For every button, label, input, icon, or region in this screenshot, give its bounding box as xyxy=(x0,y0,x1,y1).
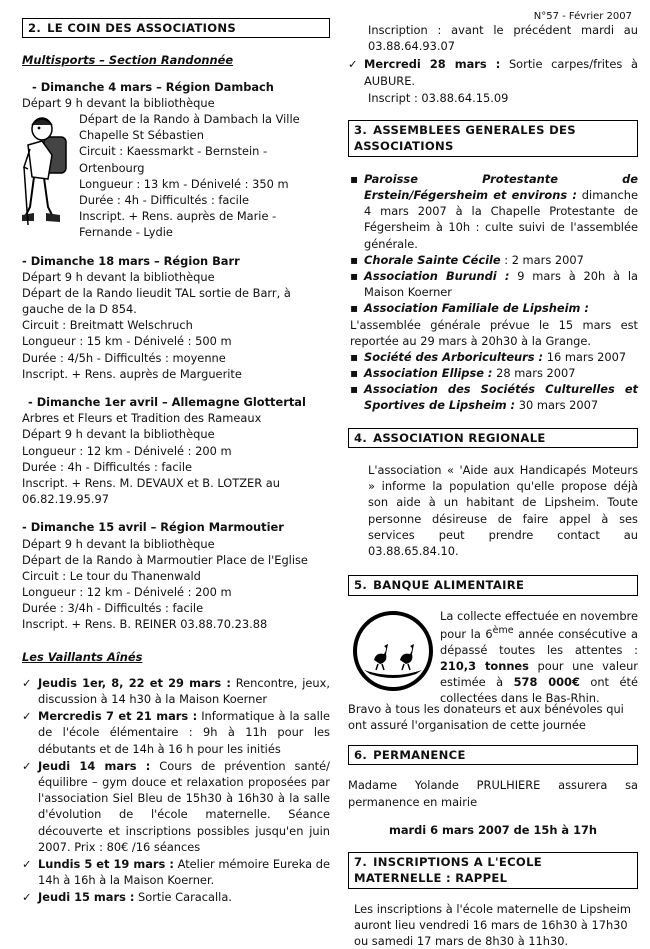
item-lead: Jeudi 14 mars : xyxy=(38,758,151,773)
section-3-header xyxy=(348,120,638,157)
item-lead: Mercredis 7 et 21 mars : xyxy=(38,709,198,724)
item-text: Informatique à la salle de l'école élémentaire : 9h à 11h pour les débutants et de 14h à 16 h pour les initiés xyxy=(38,709,330,756)
banque-text-d: ont été collectées dans le Bas-Rhin. xyxy=(440,675,638,706)
item-text: 9 mars à 20h à la Maison Koerner xyxy=(364,268,639,300)
hike-line: Durée : 4h - Difficultés : facile xyxy=(79,192,250,207)
list-item xyxy=(22,758,330,855)
permanence-text: Madame Yolande PRULHIERE assurera sa permanence en mairie xyxy=(348,778,638,809)
hike-line: Durée : 4/5h - Difficultés : moyenne xyxy=(22,350,226,365)
section-title: LE COIN DES ASSOCIATIONS xyxy=(47,21,237,35)
item-text: 28 mars 2007 xyxy=(492,366,576,381)
section-number: 3. xyxy=(354,122,368,137)
assemblees-list-2 xyxy=(348,349,638,414)
inscription-note: Inscription : avant le précédent mardi au 03.88.64.93.07 xyxy=(368,23,638,54)
hike-line: Départ de la Rando à Marmoutier Place de l'Eglise xyxy=(22,552,308,567)
hike-title: - Dimanche 1er avril – Allemagne Glottertal xyxy=(28,395,306,410)
banque-value: 578 000€ xyxy=(513,675,580,690)
hike-line: Arbres et Fleurs et Tradition des Rameaux xyxy=(22,411,262,426)
hike-line: Longueur : 12 km - Dénivelé : 200 m xyxy=(22,443,232,458)
hike-block-3 xyxy=(22,394,330,507)
section-5-header xyxy=(348,575,638,595)
item-lead: Chorale Sainte Cécile xyxy=(364,252,501,267)
list-item xyxy=(348,268,638,300)
hike-title: - Dimanche 15 avril – Région Marmoutier xyxy=(22,520,284,535)
banque-text-c: pour une valeur estimée à xyxy=(440,659,638,690)
section-number: 2. xyxy=(28,21,42,35)
banque-block xyxy=(348,608,638,707)
hike-line: Départ 9 h devant la bibliothèque xyxy=(22,269,215,284)
banque-tonnes: 210,3 tonnes xyxy=(440,659,529,674)
item-lead: Jeudis 1er, 8, 22 et 29 mars : xyxy=(38,675,231,690)
item-lead: Société des Arboriculteurs : xyxy=(364,349,544,364)
list-item xyxy=(348,252,638,268)
hike-line: Départ de la Rando lieudit TAL sortie de Barr, à gauche de la D 854. xyxy=(22,285,291,317)
hiker-illustration-icon xyxy=(22,115,74,227)
item-text: dimanche 4 mars 2007 à la Chapelle Protestante de Fégersheim à 10h : culte suivi de l'assemblée générale. xyxy=(364,188,638,251)
list-item xyxy=(348,349,638,365)
section-title: PERMANENCE xyxy=(373,747,466,762)
hike-line: Départ de la Rando à Dambach la Ville Chapelle St Sébastien xyxy=(79,112,300,143)
hike-title: - Dimanche 18 mars – Région Barr xyxy=(22,253,240,268)
item-text: Sortie carpes/frites à AUBURE. xyxy=(364,57,638,88)
list-item xyxy=(22,889,330,905)
aines-list-continued xyxy=(348,56,638,88)
item-text: Atelier mémoire Eureka de 14h à 16h à la Maison Koerner. xyxy=(38,856,330,888)
section-title: INSCRIPTIONS A L'ECOLE MATERNELLE : RAPPEL xyxy=(354,855,542,886)
hike-line: Circuit : Le tour du Thanenwald xyxy=(22,568,201,583)
hike-line: Longueur : 15 km - Dénivelé : 500 m xyxy=(22,334,232,349)
item-text: Rencontre, jeux, discussion à 14 h30 à la Maison Koerner xyxy=(38,675,330,707)
section-4-header xyxy=(348,428,638,448)
banque-thanks: Bravo à tous les donateurs et aux bénévoles qui ont assuré l'organisation de cette journée xyxy=(348,701,624,732)
item-text: : 2 mars 2007 xyxy=(500,252,584,267)
regionale-text: L'association « 'Aide aux Handicapés Moteurs » informe la population qu'elle propose déjà son aide à un habitant de Lipsheim. Toute personne désireuse de faire appel à ses services peut prendre contact au 03.88.65.84.10. xyxy=(368,463,638,559)
hike-line: Inscript. + Rens. auprès de Marguerite xyxy=(22,366,242,381)
section-title: BANQUE ALIMENTAIRE xyxy=(373,578,525,593)
item-text: 16 mars 2007 xyxy=(543,349,627,364)
list-item xyxy=(22,708,330,757)
hike-line: Départ 9 h devant la bibliothèque xyxy=(22,95,215,110)
item-text: Cours de prévention santé/équilibre – gym douce et relaxation proposées par l'association Siel Bleu de 15h30 à 16h30 à la salle d'évolution de l'école maternelle. Séance découverte et inscriptions possibles jusqu'en juin 2007. Prix : 80€ /16 séances xyxy=(38,758,330,854)
section-number: 7. xyxy=(354,855,368,869)
banque-text-a: La collecte effectuée en novembre pour la 6 xyxy=(440,608,638,641)
section-number: 5. xyxy=(354,578,368,593)
section-2-header xyxy=(22,18,330,38)
hike-line: Longueur : 12 km - Dénivelé : 200 m xyxy=(22,585,232,600)
permanence-date: mardi 6 mars 2007 de 15h à 17h xyxy=(388,822,598,837)
hike-block-4 xyxy=(22,519,330,632)
hike-line: Départ 9 h devant la bibliothèque xyxy=(22,427,215,442)
item-lead: Jeudi 15 mars : xyxy=(38,890,135,905)
hike-line: Durée : 4h - Difficultés : facile xyxy=(22,459,193,474)
section-title: ASSEMBLEES GENERALES DES ASSOCIATIONS xyxy=(354,122,576,154)
list-item xyxy=(22,675,330,707)
list-item xyxy=(22,856,330,888)
section-title: ASSOCIATION REGIONALE xyxy=(373,430,546,445)
banque-text-b: année consécutive a dépassé toutes les attentes : xyxy=(440,626,638,657)
subhead-vaillants-aines: Les Vaillants Aînés xyxy=(22,649,143,664)
list-item xyxy=(348,300,638,316)
hike-title: - Dimanche 4 mars – Région Dambach xyxy=(32,79,274,94)
hike-line: Circuit : Kaessmarkt - Bernstein - Ortenbourg xyxy=(79,144,268,175)
hike-block-2 xyxy=(22,253,330,383)
left-column xyxy=(22,18,330,906)
hike-block-1 xyxy=(22,79,330,241)
subhead-randonnee: Multisports – Section Randonnée xyxy=(22,53,234,68)
section-6-header xyxy=(348,745,638,765)
hike-line: Circuit : Breitmatt Welschruch xyxy=(22,318,193,333)
hike-line: Inscript. + Rens. B. REINER 03.88.70.23.88 xyxy=(22,617,268,632)
section-number: 6. xyxy=(354,747,368,762)
item-lead: Lundis 5 et 19 mars : xyxy=(38,856,174,871)
hike-line: Inscript. + Rens. auprès de Marie - Fernande - Lydie xyxy=(79,209,277,240)
item-lead: Association Familiale de Lipsheim : xyxy=(364,301,589,316)
item-text: 30 mars 2007 xyxy=(515,398,599,413)
list-item xyxy=(348,56,638,88)
hike-details-with-illustration xyxy=(22,111,330,241)
section-number: 4. xyxy=(354,430,368,445)
hike-line: Inscript. + Rens. M. DEVAUX et B. LOTZER au 06.82.19.95.97 xyxy=(22,475,280,507)
item-lead: Association Ellipse : xyxy=(364,366,493,381)
item-text: Sortie Caracalla. xyxy=(134,890,232,905)
food-bank-logo-icon xyxy=(350,608,436,694)
familiale-text: L'assemblée générale prévue le 15 mars est reportée au 29 mars à 20h30 à la Grange. xyxy=(350,317,638,348)
assemblees-list xyxy=(348,171,638,317)
list-item xyxy=(348,171,638,252)
section-7-header xyxy=(348,852,638,889)
banque-sup: ème xyxy=(492,624,514,636)
list-item xyxy=(348,365,638,381)
inscript-line: Inscript : 03.88.64.15.09 xyxy=(368,90,509,105)
item-lead: Mercredi 28 mars : xyxy=(364,57,501,72)
item-lead: Paroisse Protestante de Erstein/Fégersheim et environs : xyxy=(364,171,638,203)
maternelle-text: Les inscriptions à l'école maternelle de Lipsheim auront lieu vendredi 16 mars de 16h30 à 17h30 ou samedi 17 mars de 8h30 à 11h30. xyxy=(354,901,631,949)
list-item xyxy=(348,381,638,413)
hike-line: Longueur : 13 km - Dénivelé : 350 m xyxy=(79,176,289,191)
aines-continued xyxy=(348,22,638,54)
item-lead: Association des Sociétés Culturelles et Sportives de Lipsheim : xyxy=(364,382,638,413)
right-column xyxy=(348,22,638,949)
hike-line: Durée : 3/4h - Difficultés : facile xyxy=(22,601,204,616)
issue-number: N°57 - Février 2007 xyxy=(533,11,632,22)
aines-list xyxy=(22,675,330,906)
item-lead: Association Burundi : xyxy=(364,268,510,283)
hike-line: Départ 9 h devant la bibliothèque xyxy=(22,536,215,551)
